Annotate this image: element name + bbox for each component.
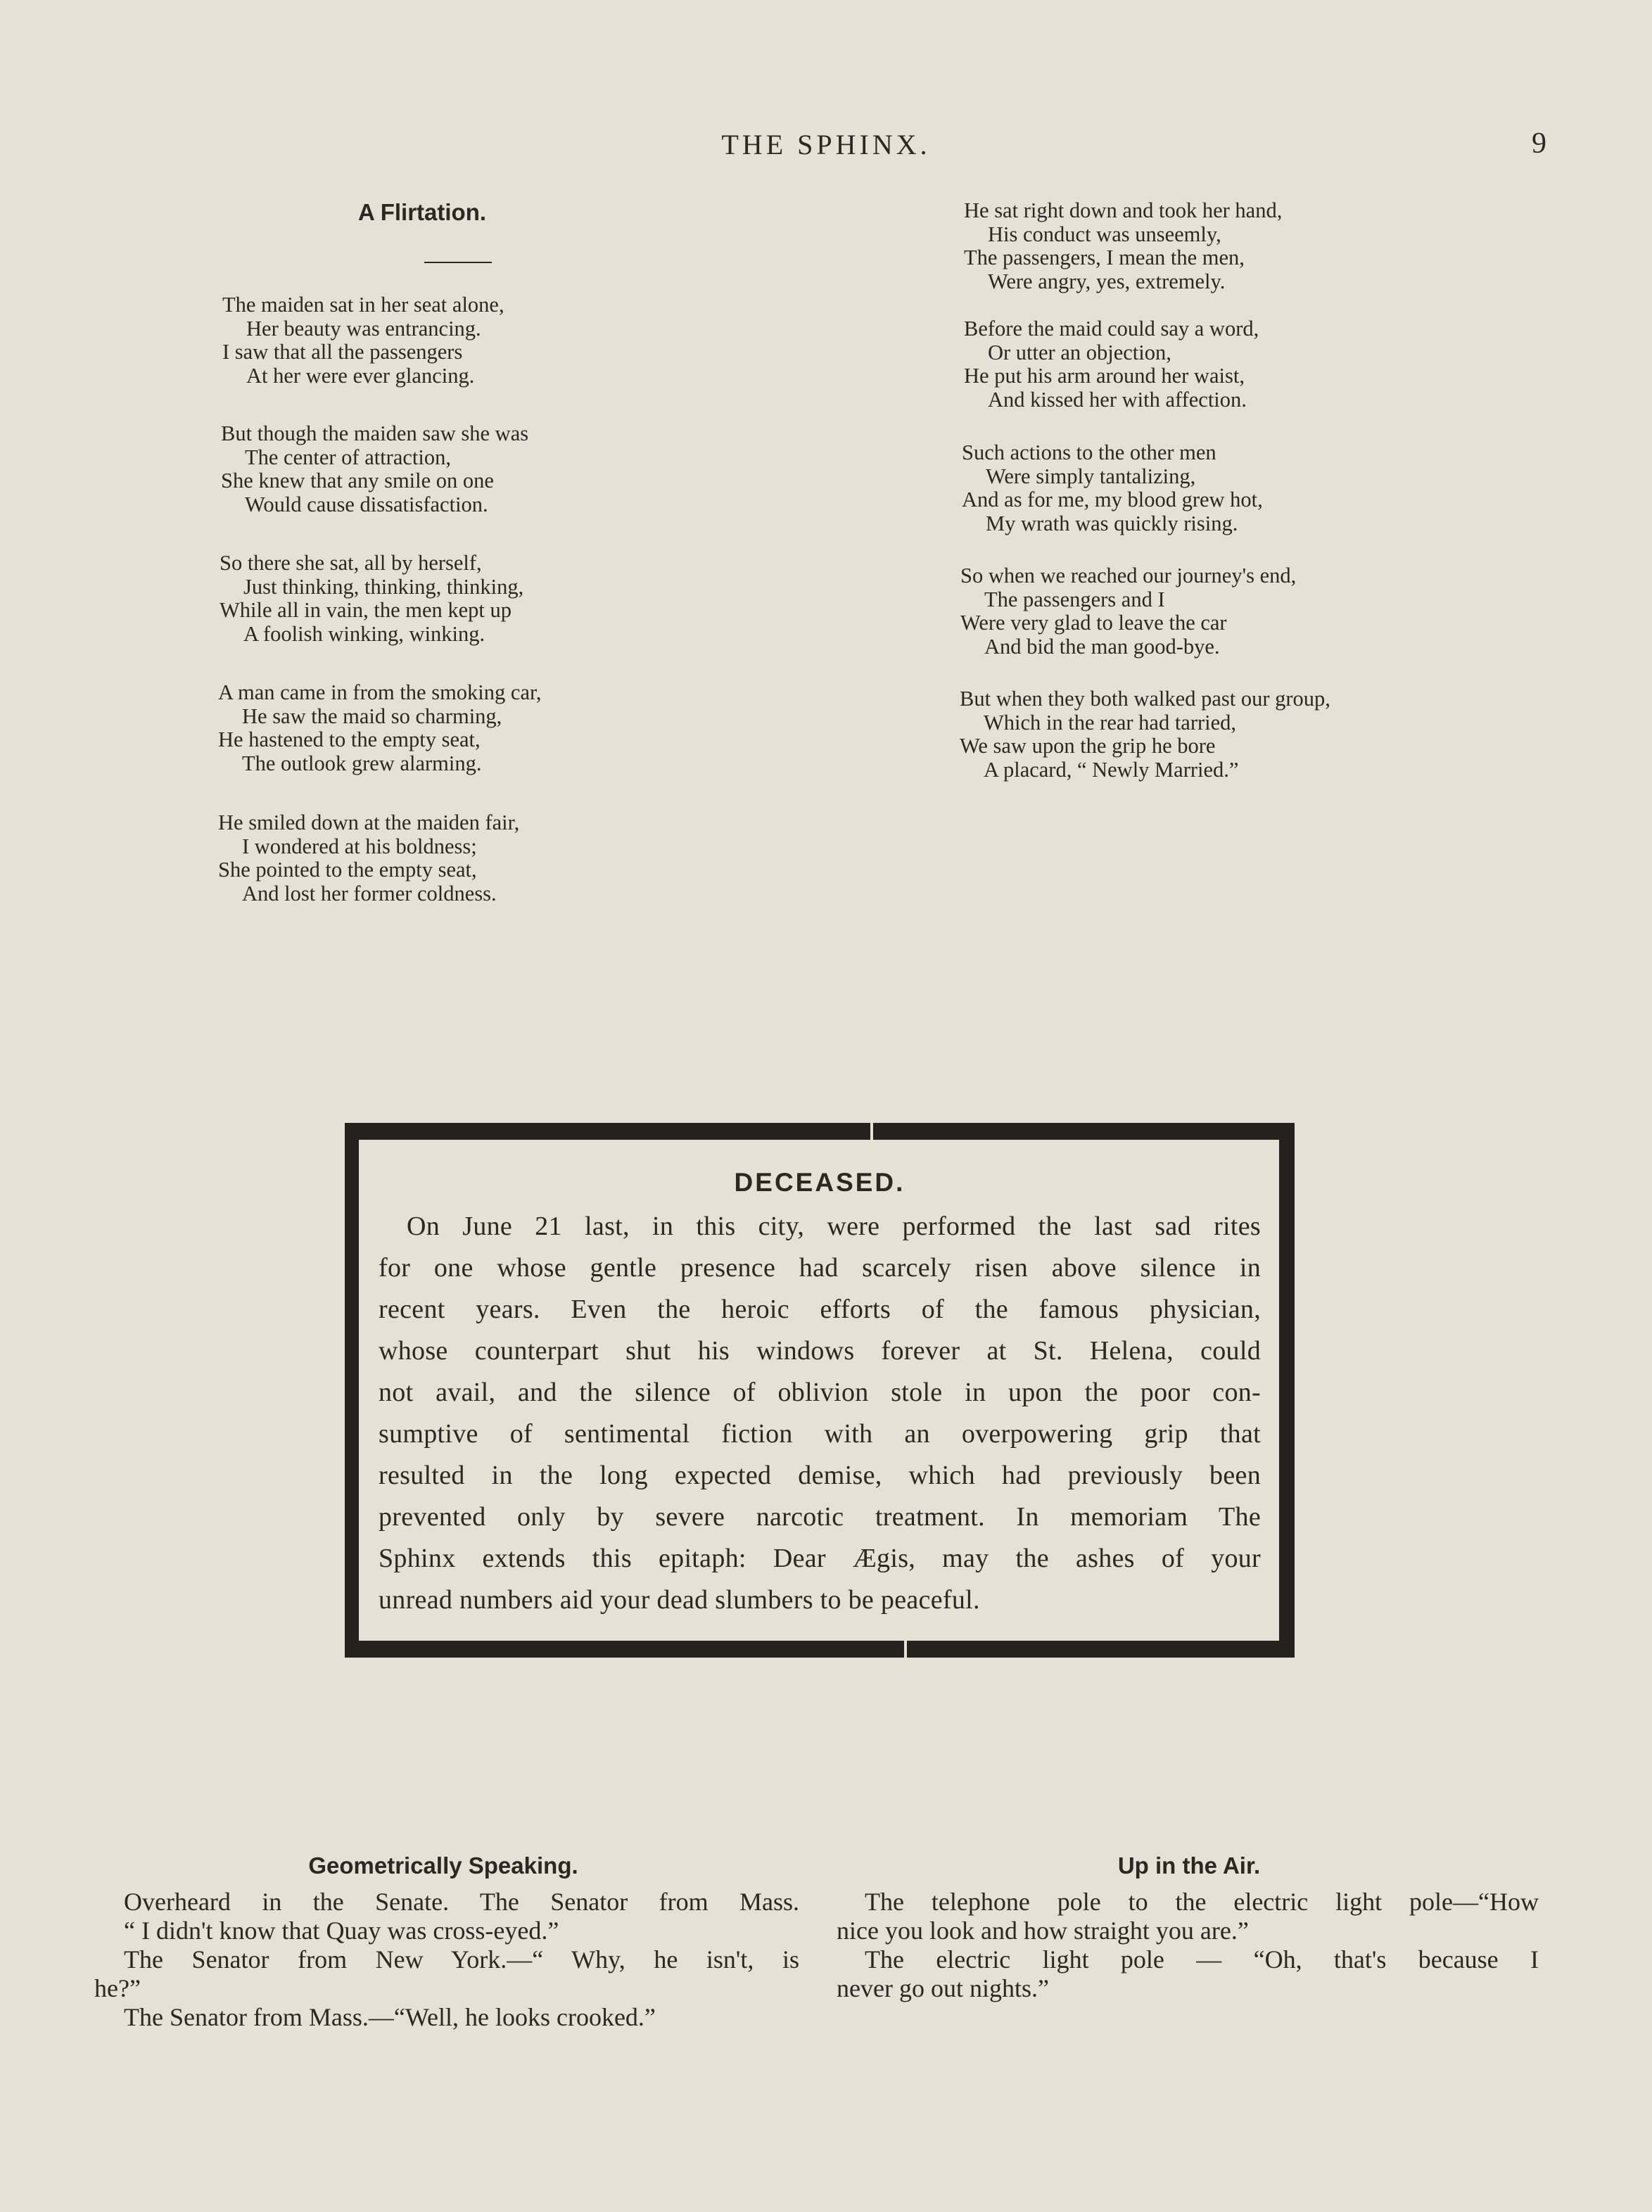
poem-line: He put his arm around her waist, [964, 364, 1245, 388]
geometrically-speaking-text [94, 1888, 799, 2032]
border-gap [904, 1641, 907, 1658]
border-gap [870, 1123, 873, 1140]
poem-line: But when they both walked past our group, [960, 687, 1330, 711]
poem-stanza [960, 564, 1296, 659]
poem-stanza [964, 317, 1259, 412]
poem-line: We saw upon the grip he bore [960, 734, 1216, 758]
prose-line: Overheard in the Senate. The Senator from Mass. [124, 1888, 799, 1916]
poem-line: I wondered at his boldness; [242, 834, 477, 858]
deceased-line: Sphinx extends this epitaph: Dear Ægis, may the ashes of your [379, 1544, 1261, 1573]
up-in-the-air-title: Up in the Air. [1117, 1852, 1261, 1879]
poem-line: A man came in from the smoking car, [218, 680, 542, 704]
poem-line: He saw the maid so charming, [242, 704, 502, 728]
poem-line: And as for me, my blood grew hot, [962, 488, 1263, 511]
poem-stanza [962, 441, 1263, 535]
poem-line: And bid the man good-bye. [984, 634, 1220, 659]
poem-line: The outlook grew alarming. [242, 751, 482, 775]
poem-line: Would cause dissatisfaction. [245, 492, 488, 516]
poem-line: She pointed to the empty seat, [218, 858, 477, 882]
prose-line: nice you look and how straight you are.” [837, 1917, 1249, 1945]
poem-line: My wrath was quickly rising. [986, 511, 1238, 535]
prose-line: he?” [94, 1974, 141, 2002]
deceased-line: resulted in the long expected demise, which had previously been [379, 1461, 1261, 1490]
deceased-line: whose counterpart shut his windows forever at St. Helena, could [379, 1336, 1261, 1366]
poem-line: Were simply tantalizing, [986, 464, 1196, 488]
poem-line: Before the maid could say a word, [964, 317, 1259, 341]
border-bar [1279, 1140, 1295, 1641]
poem-line: A placard, “ Newly Married.” [984, 757, 1239, 782]
poem-line: Just thinking, thinking, thinking, [243, 574, 524, 599]
border-bar [345, 1140, 359, 1641]
border-bar [345, 1123, 1295, 1140]
poem-line: Which in the rear had tarried, [984, 710, 1237, 735]
poem-line: Such actions to the other men [962, 440, 1216, 464]
deceased-line: unread numbers aid your dead slumbers to be peaceful. [379, 1585, 980, 1615]
page-number: 9 [1532, 127, 1546, 160]
prose-line: The electric light pole — “Oh, that's because I [865, 1945, 1539, 1973]
prose-line: The Senator from Mass.—“Well, he looks crooked.” [124, 2003, 656, 2031]
poem-line: His conduct was unseemly, [988, 222, 1221, 246]
prose-line: never go out nights.” [837, 1974, 1049, 2002]
border-bar [345, 1641, 1295, 1658]
poem-line: Or utter an objection, [988, 340, 1171, 364]
poem-line: And lost her former coldness. [242, 881, 497, 905]
deceased-text [379, 1206, 1261, 1621]
poem-stanza [964, 199, 1282, 293]
prose-line: “ I didn't know that Quay was cross-eyed.” [124, 1917, 559, 1945]
poem-line: The passengers and I [984, 587, 1165, 611]
title-rule [424, 262, 492, 263]
deceased-line: On June 21 last, in this city, were performed the last sad rites [407, 1212, 1261, 1241]
poem-line: At her were ever glancing. [246, 363, 475, 388]
poem-title: A Flirtation. [357, 199, 487, 225]
poem-line: Were very glad to leave the car [960, 611, 1227, 635]
poem-line: So there she sat, all by herself, [220, 551, 482, 575]
deceased-line: prevented only by severe narcotic treatment. In memoriam The [379, 1502, 1261, 1532]
prose-line: The telephone pole to the electric light pole—“How [865, 1888, 1539, 1916]
poem-line: Her beauty was entrancing. [246, 316, 481, 341]
deceased-line: for one whose gentle presence had scarcely risen above silence in [379, 1253, 1261, 1283]
poem-line: I saw that all the passengers [222, 340, 463, 364]
deceased-notice-box [345, 1123, 1295, 1658]
poem-line: Were angry, yes, extremely. [988, 269, 1226, 293]
poem-line: And kissed her with affection. [988, 387, 1247, 412]
poem-stanza [221, 422, 528, 516]
poem-line: The maiden sat in her seat alone, [222, 293, 504, 317]
poem-line: A foolish winking, winking. [243, 621, 485, 646]
running-title: THE SPHINX. [721, 129, 931, 160]
poem-stanza [960, 687, 1330, 782]
poem-line: The center of attraction, [245, 445, 451, 469]
poem-line: But though the maiden saw she was [221, 421, 529, 445]
deceased-line: sumptive of sentimental fiction with an overpowering grip that [379, 1419, 1261, 1449]
poem-line: So when we reached our journey's end, [960, 564, 1297, 587]
poem-stanza [220, 552, 523, 646]
poem-line: While all in vain, the men kept up [220, 598, 512, 622]
poem-line: He smiled down at the maiden fair, [218, 811, 520, 834]
poem-line: He hastened to the empty seat, [218, 727, 481, 751]
poem-line: She knew that any smile on one [221, 469, 494, 492]
poem-stanza [218, 811, 519, 905]
poem-stanza [218, 681, 542, 775]
poem-stanza [222, 293, 504, 388]
deceased-line: not avail, and the silence of oblivion stole in upon the poor con- [379, 1378, 1261, 1407]
deceased-title: DECEASED. [734, 1168, 906, 1197]
deceased-line: recent years. Even the heroic efforts of the famous physician, [379, 1295, 1261, 1324]
geometrically-speaking-title: Geometrically Speaking. [308, 1852, 578, 1879]
prose-line: The Senator from New York.—“ Why, he isn't, is [124, 1945, 799, 1973]
poem-line: He sat right down and took her hand, [964, 198, 1283, 222]
poem-line: The passengers, I mean the men, [964, 246, 1245, 269]
up-in-the-air-text [837, 1888, 1539, 2003]
